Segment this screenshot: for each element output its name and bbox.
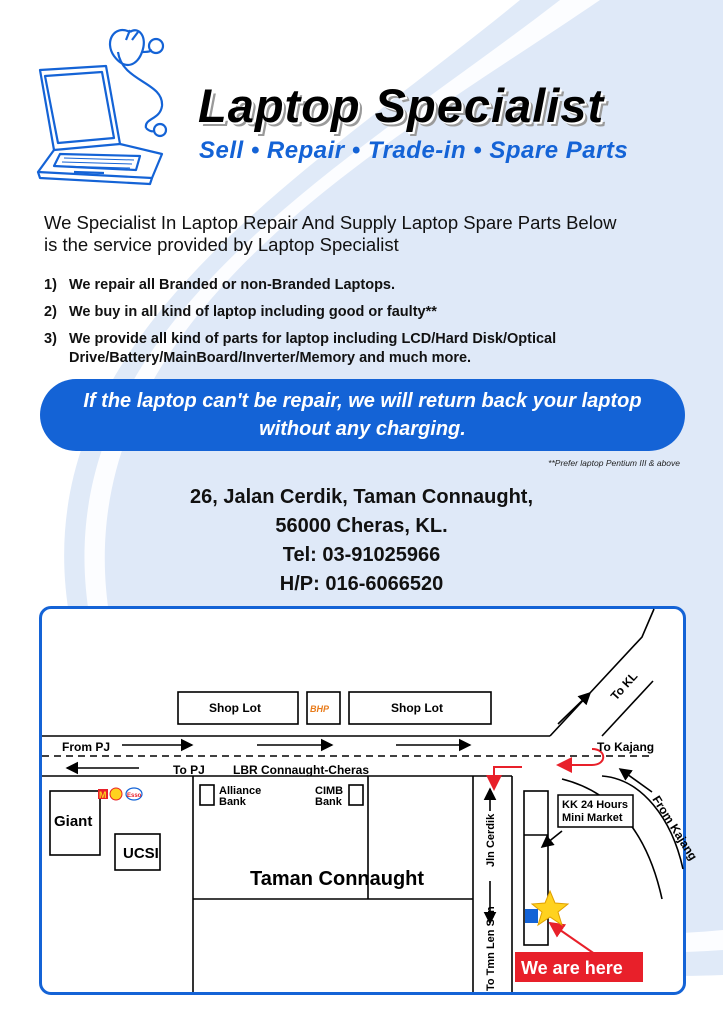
address-line-2: 56000 Cheras, KL. bbox=[275, 515, 448, 537]
alliance-bank-label-1: Alliance bbox=[219, 785, 262, 797]
we-are-here-label: We are here bbox=[521, 958, 623, 978]
list-number: 1) bbox=[44, 277, 57, 293]
jln-cerdik-label: Jln Cerdik bbox=[485, 813, 497, 867]
list-item bbox=[44, 303, 684, 322]
list-number: 2) bbox=[44, 304, 57, 320]
bhp-logo: BHP bbox=[310, 704, 330, 714]
intro-line-2: is the service provided by Laptop Specialist bbox=[44, 234, 399, 255]
shell-icon bbox=[110, 788, 122, 800]
cimb-bank-label-2: Bank bbox=[315, 796, 342, 808]
banner-line-1: If the laptop can't be repair, we will return back your laptop bbox=[83, 390, 642, 412]
intro-text bbox=[44, 212, 694, 256]
to-kajang-label: To Kajang bbox=[597, 740, 655, 754]
taman-connaught-label: Taman Connaught bbox=[250, 868, 425, 890]
road-name-label: LBR Connaught-Cheras bbox=[233, 763, 369, 777]
list-text: We provide all kind of parts for laptop including LCD/Hard Disk/Optical Drive/Battery/MainBoard/Inverter/Memory and much more. bbox=[69, 331, 557, 366]
handphone: H/P: 016-6066520 bbox=[279, 573, 444, 595]
laptop-stethoscope-icon bbox=[34, 22, 184, 184]
intro-line-1: We Specialist In Laptop Repair And Supply Laptop Spare Parts Below bbox=[44, 212, 617, 233]
telephone: Tel: 03-91025966 bbox=[282, 544, 441, 566]
alliance-bank-label-2: Bank bbox=[219, 796, 246, 808]
tmn-len-sen-label: To Tmn Len Sen bbox=[485, 906, 497, 991]
services-list bbox=[44, 276, 684, 376]
mcdonalds-label: M bbox=[99, 790, 107, 800]
page-title: Laptop Specialist bbox=[198, 79, 605, 132]
location-map bbox=[39, 606, 701, 995]
shop-lot-left: Shop Lot bbox=[209, 701, 261, 715]
contact-block bbox=[0, 483, 723, 599]
address-line-1: 26, Jalan Cerdik, Taman Connaught, bbox=[189, 486, 534, 508]
giant-label: Giant bbox=[54, 813, 93, 830]
guarantee-banner bbox=[40, 379, 685, 451]
page-subtitle: Sell • Repair • Trade-in • Spare Parts bbox=[199, 137, 629, 164]
cimb-bank-label-1: CIMB bbox=[315, 785, 344, 797]
banner-line-2: without any charging. bbox=[259, 418, 466, 440]
kk-mart-label-2: Mini Market bbox=[562, 812, 623, 824]
kk-mart-label-1: KK 24 Hours bbox=[562, 799, 629, 811]
list-item bbox=[44, 276, 684, 295]
footnote: **Prefer laptop Pentium III & above bbox=[548, 458, 680, 468]
to-pj-label: To PJ bbox=[173, 763, 205, 777]
shop-lot-right: Shop Lot bbox=[391, 701, 443, 715]
list-text: We buy in all kind of laptop including good or faulty** bbox=[69, 304, 437, 320]
esso-label: Esso bbox=[127, 793, 142, 799]
list-item bbox=[44, 330, 684, 368]
list-number: 3) bbox=[44, 331, 57, 347]
to-kl-label: To KL bbox=[607, 669, 641, 704]
ucsi-label: UCSI bbox=[123, 845, 159, 862]
map-drawing bbox=[42, 609, 701, 992]
list-text: We repair all Branded or non-Branded Laptops. bbox=[69, 277, 396, 293]
from-pj-label: From PJ bbox=[62, 740, 111, 754]
from-kajang-label: From Kajang bbox=[649, 793, 701, 863]
